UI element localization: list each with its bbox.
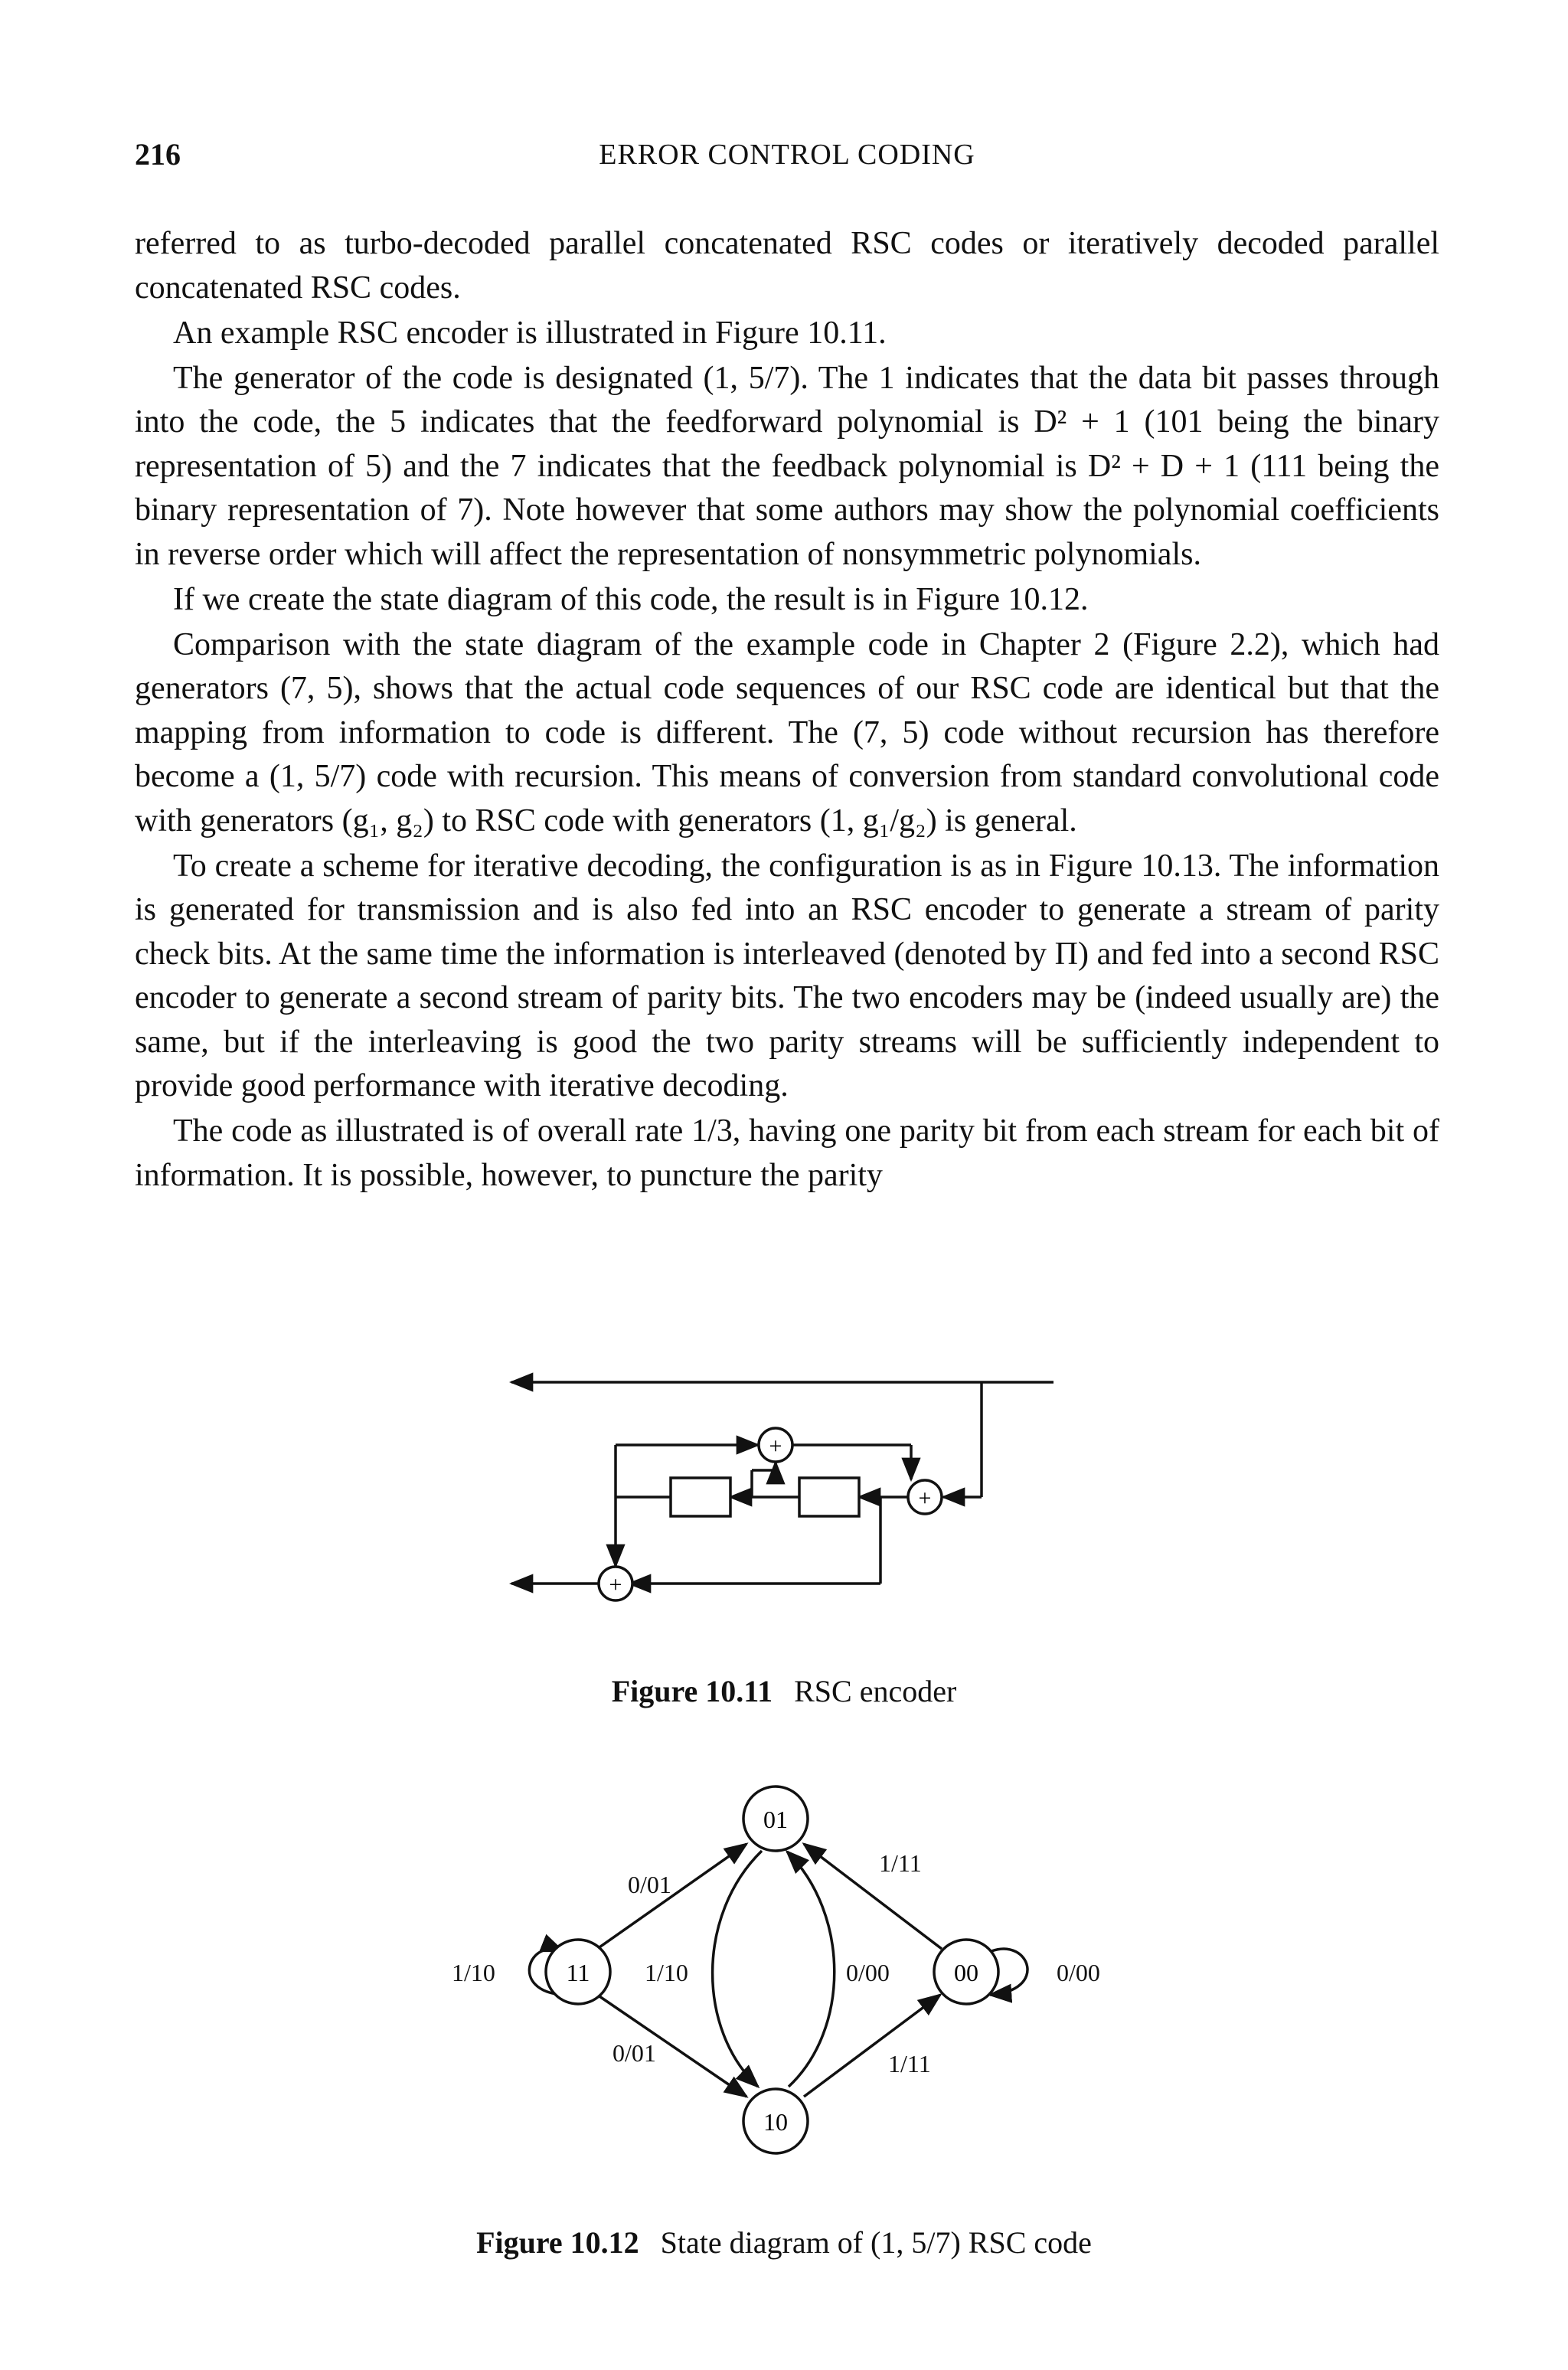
figure-10-12-caption (0, 2225, 1568, 2260)
figure-caption-text: RSC encoder (794, 1674, 957, 1708)
transition-label: 1/11 (888, 2050, 931, 2077)
paragraph: referred to as turbo-decoded parallel concatenated RSC codes or iteratively decoded parallel concatenated RSC codes. (135, 226, 1439, 306)
state-label: 01 (763, 1806, 788, 1833)
paragraph: Comparison with the state diagram of the example code in Chapter 2 (Figure 2.2), which had generators (7, 5), shows that the actual code sequences of our RSC code are identical but that the mapping from information to code is different. The (7, 5) code without recursion has therefore become a (1, 5/7) code with recursion. This means of conversion from standard convolutional code with generators (g₁, g₂) to RSC code with generators (1, g₁/g₂) is general. (135, 626, 1439, 838)
state-label: 11 (566, 1959, 590, 1986)
transition-label: 0/01 (628, 1871, 671, 1898)
paragraph: If we create the state diagram of this code, the result is in Figure 10.12. (173, 581, 1089, 617)
paragraph: The code as illustrated is of overall rate 1/3, having one parity bit from each stream for each bit of information. It is possible, however, to puncture the parity (135, 1113, 1439, 1193)
paragraph: An example RSC encoder is illustrated in Figure 10.11. (173, 315, 887, 351)
transition-label: 0/00 (1057, 1959, 1100, 1986)
paragraph: The generator of the code is designated (1, 5/7). The 1 indicates that the data bit passes through into the code, the 5 indicates that the feedforward polynomial is D² + 1 (101 being the binary representation of 5) and the 7 indicates that the feedback polynomial is D² + D + 1 (111 being the binary representation of 7). Note however that some authors may show the polynomial coefficients in reverse order which will affect the representation of nonsymmetric polynomials. (135, 360, 1439, 572)
paragraph: To create a scheme for iterative decoding, the configuration is as in Figure 10.13. The information is generated for transmission and is also fed into an RSC encoder to generate a stream of parity check bits. At the same time the information is interleaved (denoted by Π) and fed into a second RSC encoder to generate a second stream of parity bits. The two encoders may be (indeed usually are) the same, but if the interleaving is good the two parity streams will be sufficiently independent to provide good performance with iterative decoding. (135, 848, 1439, 1103)
figure-label: Figure 10.12 (476, 2225, 639, 2260)
transition-label: 0/00 (846, 1959, 890, 1986)
page-number: 216 (135, 137, 181, 172)
state-node-10 (743, 2089, 808, 2153)
transition-label: 1/11 (879, 1849, 922, 1877)
transition-label: 1/10 (452, 1959, 495, 1986)
figure-caption-text: State diagram of (1, 5/7) RSC code (660, 2225, 1092, 2260)
adder-plus-sign: + (918, 1486, 932, 1511)
state-node-00 (934, 1940, 998, 2004)
figure-label: Figure 10.11 (611, 1674, 773, 1708)
state-label: 10 (763, 2108, 788, 2136)
running-head: ERROR CONTROL CODING (599, 139, 975, 171)
transition-label: 0/01 (612, 2039, 656, 2067)
state-node-01 (743, 1786, 808, 1851)
state-label: 00 (954, 1959, 978, 1986)
adder-plus-sign: + (769, 1433, 782, 1459)
state-node-11 (546, 1940, 610, 2004)
transition-label: 1/10 (645, 1959, 688, 1986)
adder-plus-sign: + (609, 1572, 622, 1597)
